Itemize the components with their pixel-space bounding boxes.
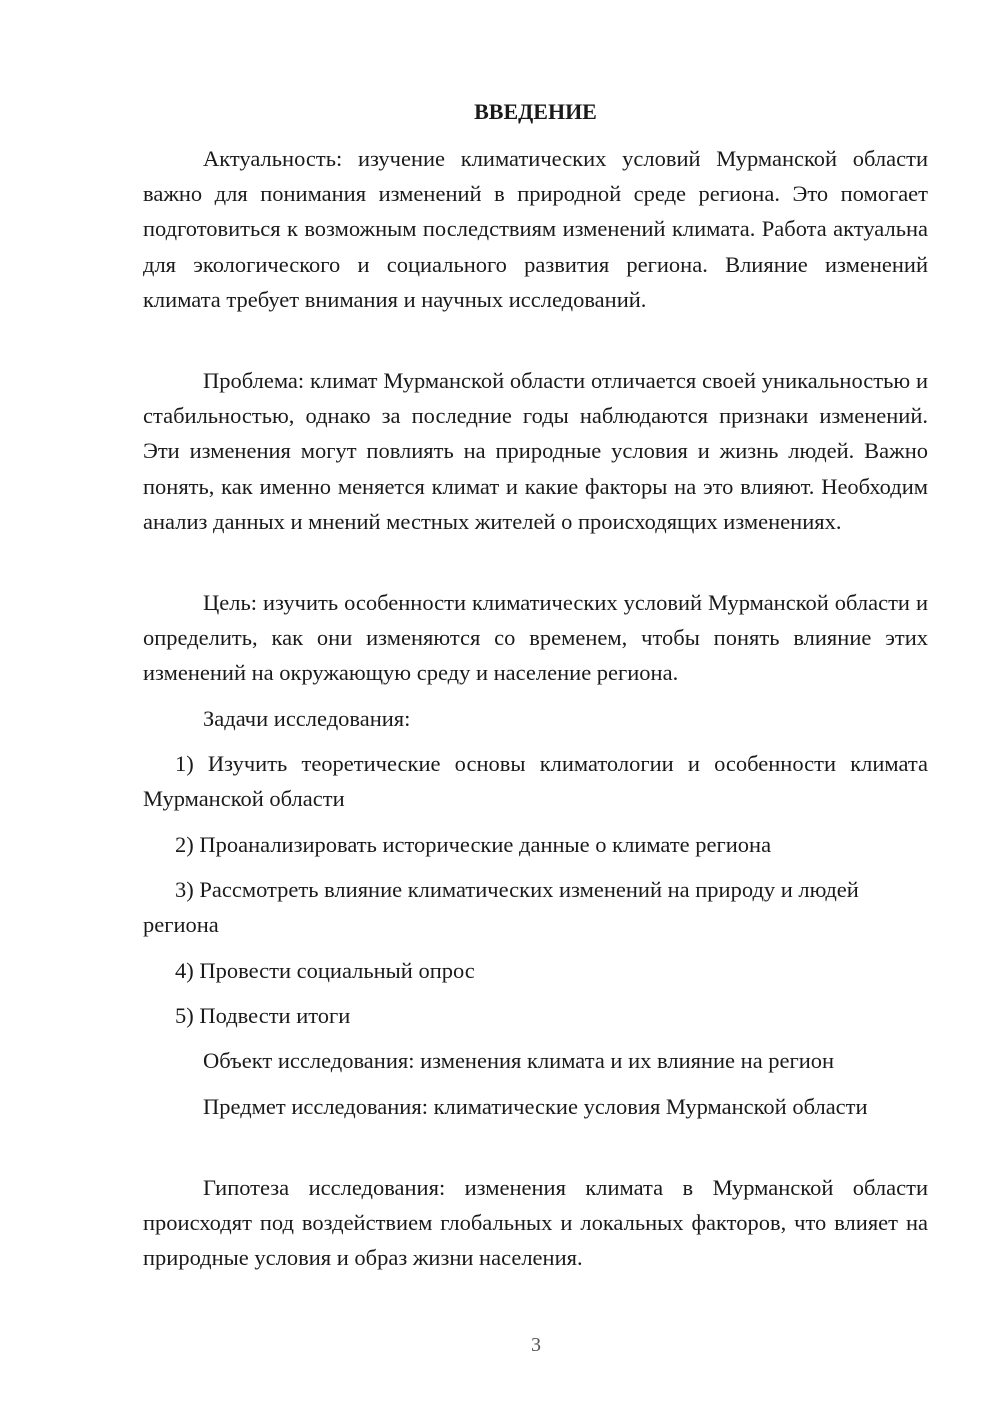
- subject-paragraph: Предмет исследования: климатические условия Мурманской области: [203, 1094, 868, 1119]
- task-item-4: 4) Провести социальный опрос: [175, 958, 475, 983]
- relevance-paragraph: Актуальность: изучение климатических условий Мурманской области важно для понимания изменений в природной среде региона. Это помогает подготовиться к возможным последствиям изменений климата. Работа актуальна для экологического и социального развития региона. Влияние изменений климата требует внимания и научных исследований.: [143, 146, 928, 312]
- hypothesis-paragraph: Гипотеза исследования: изменения климата в Мурманской области происходят под воздействием глобальных и локальных факторов, что влияет на природные условия и образ жизни населения.: [143, 1175, 928, 1271]
- task-item-5: 5) Подвести итоги: [175, 1003, 351, 1028]
- task-item-1: 1) Изучить теоретические основы климатологии и особенности климата Мурманской области: [143, 751, 928, 812]
- tasks-heading: Задачи исследования:: [203, 706, 411, 731]
- goal-paragraph: Цель: изучить особенности климатических условий Мурманской области и определить, как они изменяются со временем, чтобы понять влияние этих изменений на окружающую среду и население региона.: [143, 590, 928, 686]
- task-item-3: 3) Рассмотреть влияние климатических изменений на природу и людей региона: [143, 877, 859, 938]
- task-item-2: 2) Проанализировать исторические данные о климате региона: [175, 832, 772, 857]
- object-paragraph: Объект исследования: изменения климата и их влияние на регион: [203, 1048, 835, 1073]
- page-number: 3: [531, 1334, 541, 1356]
- page-title: ВВЕДЕНИЕ: [474, 99, 597, 124]
- problem-paragraph: Проблема: климат Мурманской области отличается своей уникальностью и стабильностью, однако за последние годы наблюдаются признаки изменений. Эти изменения могут повлиять на природные условия и жизнь людей. Важно понять, как именно меняется климат и какие факторы на это влияют. Необходим анализ данных и мнений местных жителей о происходящих изменениях.: [143, 368, 928, 534]
